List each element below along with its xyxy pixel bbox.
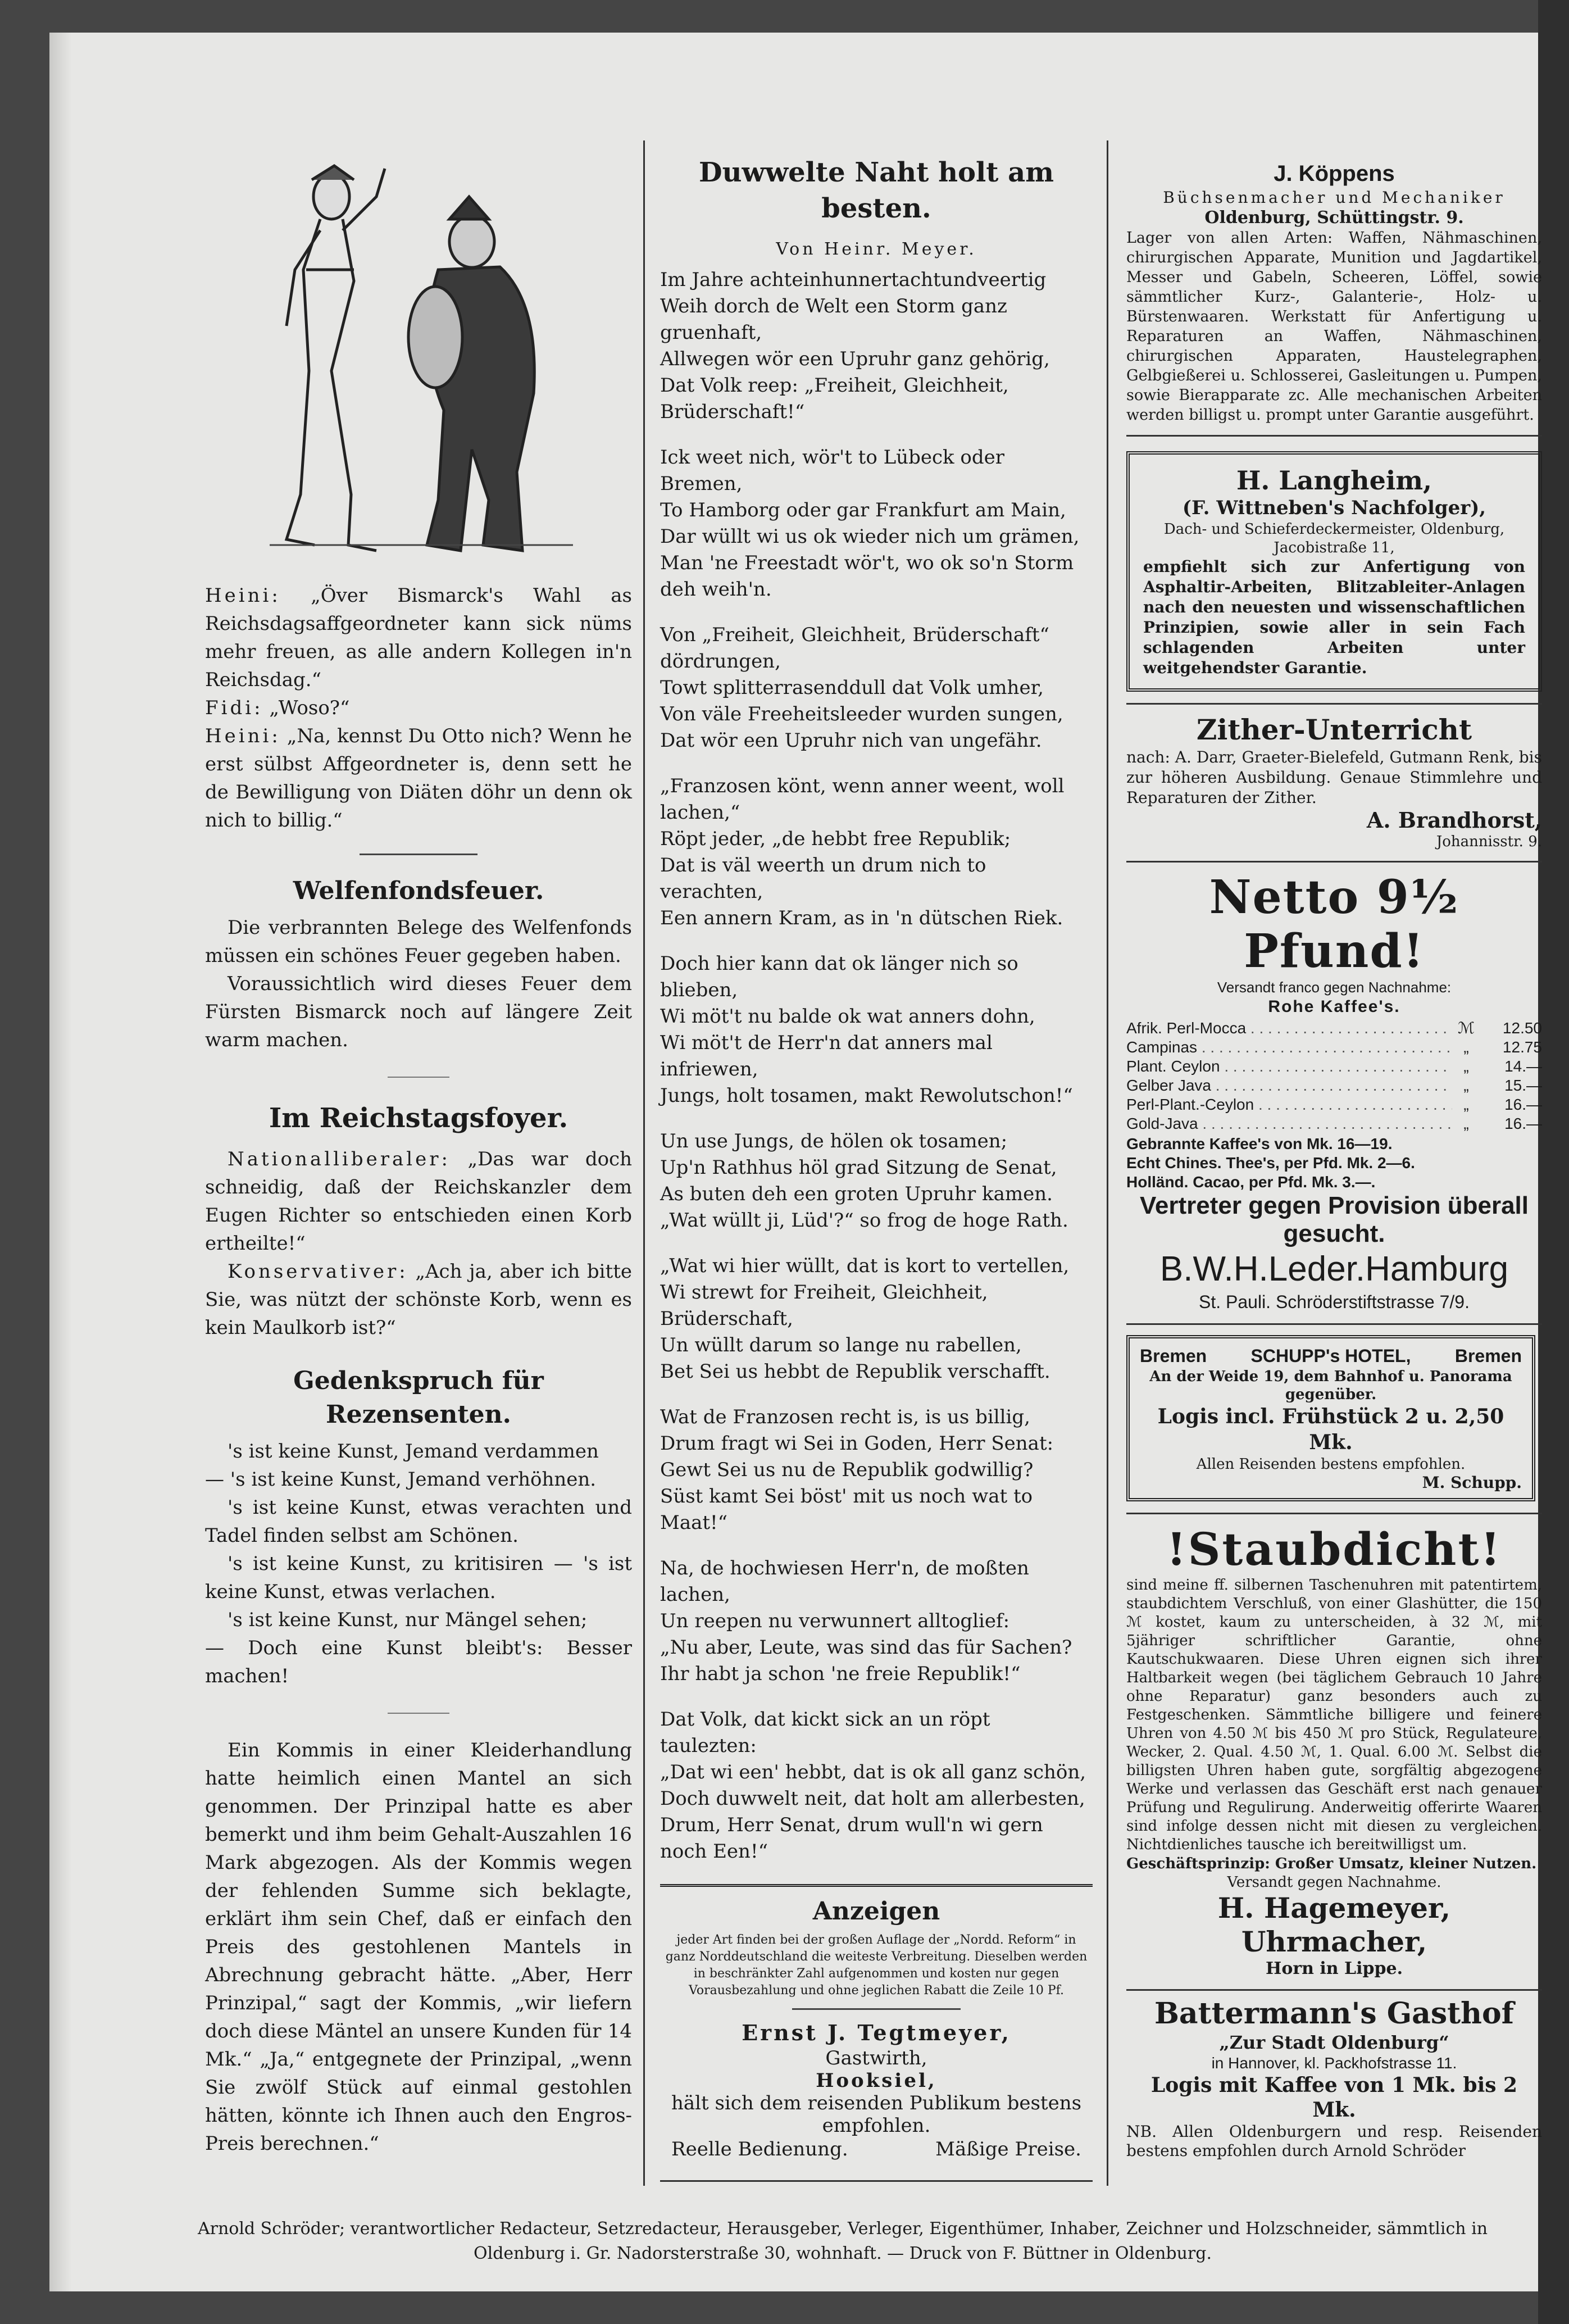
poem-line: To Hamborg oder gar Frankfurt am Main, — [660, 499, 1066, 521]
langheim-body: empfiehlt sich zur Anfertigung von Asphaltir-Arbeiten, Blitzableiter-Anlagen nach den neuesten und wissenschaftlichen Prinzipien, sowie aller in sein Fach schlagenden Arbeiten unter weitgehendster Garantie. — [1143, 557, 1525, 677]
price-list — [1126, 1018, 1542, 1134]
poem-line: Dat Volk reep: „Freiheit, Gleichheit, Brüderschaft!“ — [660, 374, 1009, 423]
price-item: Campinas . . . — [1126, 1038, 1452, 1057]
poem-line: Wi möt't nu balde ok wat anners dohn, — [660, 1005, 1035, 1028]
price-currency: „ — [1463, 1057, 1469, 1075]
poem-line: Jungs, holt tosamen, makt Rewolutschon!“ — [660, 1084, 1073, 1107]
schupp-address: An der Weide 19, dem Bahnhof u. Panorama gegenüber. — [1149, 1368, 1512, 1403]
price-item: Gelber Java . . . — [1126, 1076, 1452, 1095]
battermann-nb: NB. Allen Oldenburgern und resp. Reisenden bestens empfohlen durch Arnold Schröder — [1126, 2122, 1542, 2160]
kommis-anecdote: Ein Kommis in einer Kleiderhandlung hatte heimlich einen Mantel an sich genommen. Der Prinzipal hatte es aber bemerkt und ihm beim Gehalt-Auszahlen 16 Mark abgezogen. Als der Kommis wegen der fehlenden Summe sich beklagte, erklärt ihm sein Chef, daß er einfach den Preis des gestohlenen Mantels in Abrechnung gebracht hätte. „Aber, Herr Prinzipal,“ sagt der Kommis, „wir liefern doch diese Mäntel an unsere Kunden für 14 Mk.“ „Ja,“ entgegnete der Prinzipal, „wenn Sie zwölf Stück auf einmal gestohlen hätten, könnte ich Ihnen auch den Engros-Preis berechnen.“ — [205, 1739, 632, 2155]
poem-line: Im Jahre achteinhunnertachtundveertig — [660, 269, 1047, 291]
poem-line: Doch duwwelt neit, dat holt am allerbesten, — [660, 1787, 1085, 1810]
gedenk-line: 's ist keine Kunst, nur Mängel sehen; — [228, 1609, 588, 1631]
schupp-rec: Allen Reisenden bestens empfohlen. — [1196, 1456, 1466, 1473]
poem-line: Ihr habt ja schon 'ne freie Republik!“ — [660, 1663, 1021, 1685]
poem-stanza — [660, 1706, 1093, 1865]
poem-title: Duwwelte Naht holt am besten. — [698, 157, 1054, 224]
zither-address: Johannisstr. 9. — [1436, 833, 1542, 850]
netto-subtitle: Rohe Kaffee's. — [1268, 997, 1400, 1016]
anzeigen-box — [660, 1884, 1093, 2162]
dialog-line — [205, 722, 632, 834]
poem-stanza — [660, 1555, 1093, 1687]
poem-line: Drum fragt wi Sei in Goden, Herr Senat: — [660, 1432, 1054, 1455]
price-value: 12.50 — [1502, 1019, 1542, 1037]
poem-line: „Franzosen könt, wenn anner weent, woll lachen,“ — [660, 775, 1065, 824]
tegtmeyer-footer — [660, 2137, 1093, 2162]
poem-line: Dat is väl weerth un drum nich to verachten, — [660, 854, 986, 903]
ad-staubdicht — [1126, 1513, 1542, 1991]
price-row — [1126, 1114, 1542, 1133]
staub-body: sind meine ff. silbernen Taschenuhren mit patentirtem, staubdichtem Verschluß, von einer Glashütter, die 150 ℳ kostet, kaum zu unterscheiden, à 32 ℳ, mit 5jähriger schriftlicher Garantie, ohne Kautschukwaaren. Diese Uhren eignen sich ihrer Haltbarkeit wegen (bei täglichem Gebrauch 10 Jahre ohne Reparatur) ganz besonders auch zu Festgeschenken. Sämmtliche billigere und feinere Uhren von 4.50 ℳ bis 450 ℳ pro Stück, Regulateure, Wecker, 2. Qual. 4.50 ℳ, 1. Qual. 6.00 ℳ. Selbst die billigsten Uhren haben gute, sorgfältig abgezogene Werke und verlassen das Geschäft erst nach genauer Prüfung und Regulirung. Anderweitig offerirte Waaren sind infolge dessen nicht mit diesen zu vergleichen. Nichtdienliches tausche ich bereitwilligst um. — [1126, 1577, 1542, 1853]
poem-stanza — [660, 1253, 1093, 1385]
poem-line: Dar wüllt wi us ok wieder nich um grämen, — [660, 525, 1080, 548]
poem-line: Drum, Herr Senat, drum wull'n wi gern noch Een!“ — [660, 1814, 1043, 1863]
poem-line: Un use Jungs, de hölen ok tosamen; — [660, 1130, 1008, 1152]
poem-line: Un reepen nu verwunnert alltoglief: — [660, 1610, 1010, 1632]
poem-line: Wi möt't de Herr'n dat anners mal infriewen, — [660, 1032, 993, 1081]
zither-name: A. Brandhorst, — [1366, 807, 1542, 833]
ad-divider — [792, 2008, 961, 2010]
column-right — [1126, 152, 1550, 2160]
imprint-footer: Arnold Schröder; verantwortlicher Redacteur, Setzredacteur, Herausgeber, Verleger, Eigenthümer, Inhaber, Zeichner und Holzschneider, sämmtlich in Oldenburg i. Gr. Nadorsterstraße 30, wohnhaft. — Druck von F. Büttner in Oldenburg. — [197, 2219, 1488, 2263]
section-title-gedenk: Gedenkspruch für Rezensenten. — [293, 1367, 544, 1429]
langheim-address: Jacobistraße 11, — [1274, 539, 1395, 556]
poem-author: Von Heinr. Meyer. — [776, 239, 977, 259]
staub-name: H. Hagemeyer, Uhrmacher, — [1217, 1891, 1451, 1958]
poem-stanza — [660, 1404, 1093, 1536]
price-row — [1126, 1095, 1542, 1114]
poem-line: Gewt Sei us nu de Republik godwillig? — [660, 1459, 1034, 1481]
poem-line: Weih dorch de Welt een Storm ganz gruenhaft, — [660, 295, 1007, 344]
poem-stanza — [660, 1128, 1093, 1234]
koeppens-trade: Büchsenmacher und Mechaniker — [1163, 188, 1506, 207]
ad-koeppens — [1126, 152, 1542, 437]
langheim-succ: (F. Wittneben's Nachfolger), — [1182, 497, 1486, 519]
zither-title: Zither-Unterricht — [1196, 713, 1472, 746]
schupp-sig: M. Schupp. — [1422, 1473, 1522, 1492]
poem-line: Süst kamt Sei böst' mit us noch wat to Maat!“ — [660, 1485, 1033, 1534]
anzeigen-title: Anzeigen — [812, 1897, 940, 1926]
poem-line: Von väle Freeheitsleeder wurden sungen, — [660, 703, 1063, 725]
price-item: Gold-Java . . . — [1126, 1114, 1452, 1133]
poem-line: Man 'ne Freestadt wör't, wo ok so'n Storm deh weih'n. — [660, 552, 1074, 601]
figure-heini — [286, 166, 385, 551]
koeppens-name: J. Köppens — [1274, 161, 1395, 186]
poem-line: Bet Sei us hebbt de Republik verschafft. — [660, 1360, 1050, 1383]
dialog-text: „Das war doch schneidig, daß der Reichskanzler dem Eugen Richter so entschieden einen Korb ertheilte!“ — [205, 1148, 632, 1255]
column-rule-1 — [643, 140, 645, 2186]
netto-extra: Gebrannte Kaffee's von Mk. 16—19. — [1126, 1135, 1393, 1152]
speaker-name: Fidi: — [205, 697, 263, 719]
schupp-price: Logis incl. Frühstück 2 u. 2,50 Mk. — [1157, 1405, 1504, 1454]
ad-leder-kaffee — [1126, 863, 1542, 1325]
section-title-welfen: Welfenfondsfeuer. — [293, 877, 544, 905]
figure-fidi — [408, 197, 534, 551]
dialog-text: „Na, kennst Du Otto nich? Wenn he erst sülbst Affgeordneter is, denn sett he de Bewilligung von Diäten döhr un denn ok nich to billig.“ — [205, 725, 633, 832]
price-currency: „ — [1463, 1077, 1469, 1094]
dialog-text: „Ach ja, aber ich bitte Sie, was nützt der schönste Korb, wenn es kein Maulkorb ist?“ — [205, 1260, 632, 1339]
price-row — [1126, 1076, 1542, 1095]
ad-schupp — [1126, 1335, 1535, 1501]
dialog-text: „Över Bismarck's Wahl as Reichsdagsaffgeordneter kann sick nüms mehr freuen, as alle andern Kollegen in'n Reichsdag.“ — [205, 584, 632, 691]
welfen-paragraph: Voraussichtlich wird dieses Feuer dem Fürsten Bismarck noch auf längere Zeit warm machen. — [205, 973, 632, 1051]
speaker-name: Nationalliberaler: — [228, 1148, 451, 1170]
page-spine-shadow — [49, 33, 72, 2291]
ad-langheim — [1126, 451, 1542, 692]
section-divider — [388, 1713, 449, 1714]
welfen-paragraph: Die verbrannten Belege des Welfenfonds müssen ein schönes Feuer gegeben haben. — [205, 916, 632, 967]
column-rule-2 — [1107, 140, 1108, 2186]
staub-headline: !Staubdicht! — [1166, 1523, 1502, 1576]
section-divider — [388, 1077, 449, 1078]
netto-extra: Holländ. Cacao, per Pfd. Mk. 3.—. — [1126, 1173, 1376, 1191]
poem-line: Röpt jeder, „de hebbt free Republik; — [660, 828, 1011, 850]
price-row — [1126, 1038, 1542, 1057]
poem-stanza — [660, 622, 1093, 754]
poem-line: Dat wör een Upruhr nich van ungefähr. — [660, 729, 1042, 752]
koeppens-address: Oldenburg, Schüttingstr. 9. — [1204, 208, 1464, 228]
poem-stanza — [660, 951, 1093, 1109]
netto-extra: Echt Chines. Thee's, per Pfd. Mk. 2—6. — [1126, 1154, 1415, 1172]
anzeigen-text: jeder Art finden bei der großen Auflage der „Nordd. Reform“ in ganz Norddeutschland die weiteste Verbreitung. Dieselben werden in beschränkter Zahl aufgenommen und kosten nur gegen Vorausbezahlung und ohne jeglichen Rabatt die Zeile 10 Pf. — [665, 1933, 1088, 1998]
poem-line: Ick weet nich, wör't to Lübeck oder Bremen, — [660, 446, 1005, 495]
dialog-text: „Woso?“ — [269, 697, 350, 719]
price-item: Afrik. Perl-Mocca . . . — [1126, 1019, 1452, 1038]
tegtmeyer-line: hält sich dem reisenden Publikum bestens empfohlen. — [671, 2092, 1082, 2137]
zither-body: nach: A. Darr, Graeter-Bielefeld, Gutmann Renk, bis zur höheren Ausbildung. Genaue Stimmlehre und Reparaturen der Zither. — [1126, 748, 1542, 807]
battermann-sub: „Zur Stadt Oldenburg“ — [1219, 2032, 1449, 2053]
poem-line: As buten deh een groten Upruhr kamen. — [660, 1183, 1053, 1205]
poem-line: Allwegen wör een Upruhr ganz gehörig, — [660, 348, 1050, 370]
netto-sub: Versandt franco gegen Nachnahme: — [1217, 979, 1452, 996]
battermann-price: Logis mit Kaffee von 1 Mk. bis 2 Mk. — [1150, 2073, 1518, 2122]
tegtmeyer-right: Mäßige Preise. — [935, 2138, 1081, 2160]
schupp-header — [1140, 1344, 1522, 1368]
poem-line: Dat Volk, dat kickt sick an un röpt taulezten: — [660, 1708, 990, 1757]
poem-stanza — [660, 444, 1093, 603]
langheim-name: H. Langheim, — [1236, 465, 1432, 496]
gedenk-line: 's ist keine Kunst, Jemand verdammen — [228, 1440, 599, 1463]
price-currency: „ — [1463, 1115, 1469, 1132]
price-currency: „ — [1463, 1096, 1469, 1113]
poem-line: „Wat wüllt ji, Lüd'?“ so frog de hoge Rath. — [660, 1209, 1068, 1232]
schupp-city-left: Bremen — [1140, 1346, 1207, 1366]
price-currency: ℳ — [1458, 1019, 1475, 1037]
dialog-line — [205, 582, 632, 694]
gedenk-line: — 's ist keine Kunst, Jemand verhöhnen. — [205, 1468, 597, 1491]
price-currency: „ — [1463, 1038, 1469, 1056]
price-value: 16.— — [1504, 1115, 1542, 1132]
foyer-line — [205, 1145, 632, 1258]
dialog-block — [205, 582, 632, 834]
staub-principle: Geschäftsprinzip: Großer Umsatz, kleiner Nutzen. — [1126, 1855, 1537, 1872]
gedenk-line: 's ist keine Kunst, zu kritisiren — 's ist keine Kunst, etwas verlachen. — [205, 1553, 632, 1603]
staub-place: Horn in Lippe. — [1265, 1959, 1403, 1978]
poem-stanza — [660, 773, 1093, 932]
koeppens-body: Lager von allen Arten: Waffen, Nähmaschinen, chirurgischen Apparate, Munition und Jagdartikel, Messer und Gabeln, Scheeren, Löffel, sowie sämmtlicher Kurz-, Galanterie-, Holz- u. Bürstenwaaren. Werkstatt für Anfertigung u. Reparaturen an Waffen, Nähmaschinen, chirurgischen Apparaten, Haustelegraphen, Gelbgießerei u. Schlosserei, Gasleitungen u. Pumpen, sowie Bierapparate zc. Alle mechanischen Arbeiten werden billigst u. prompt unter Garantie ausgeführt. — [1126, 229, 1542, 424]
schupp-hotel: SCHUPP's HOTEL, — [1250, 1346, 1411, 1366]
speaker-name: Konservativer: — [228, 1260, 408, 1283]
speaker-name: Heini: — [205, 725, 281, 747]
ad-zither — [1126, 703, 1542, 863]
battermann-name: Battermann's Gasthof — [1154, 1996, 1515, 2031]
poem-body — [660, 267, 1093, 1865]
gedenk-line: — Doch eine Kunst bleibt's: Besser machen! — [205, 1637, 632, 1687]
foyer-line — [205, 1258, 632, 1342]
poem-line: Wi strewt for Freiheit, Gleichheit, Brüderschaft, — [660, 1281, 988, 1330]
poem-line: Towt splitterrasenddull dat Volk umher, — [660, 677, 1044, 699]
speaker-name: Heini: — [205, 584, 281, 607]
poem-line: „Dat wi een' hebbt, dat is ok all ganz schön, — [660, 1761, 1086, 1783]
price-row — [1126, 1057, 1542, 1076]
langheim-trade: Dach- und Schieferdeckermeister, Oldenburg, — [1163, 521, 1505, 538]
poem-line: Von „Freiheit, Gleichheit, Brüderschaft“ dördrungen, — [660, 624, 1049, 673]
column-middle — [660, 155, 1093, 2162]
poem-stanza — [660, 267, 1093, 425]
poem-line: Wat de Franzosen recht is, is us billig, — [660, 1406, 1030, 1428]
column-left — [205, 582, 632, 2158]
poem-line: Un wüllt darum so lange nu rabellen, — [660, 1334, 1022, 1356]
tegtmeyer-name: Ernst J. Tegtmeyer, — [742, 2020, 1011, 2045]
price-value: 16.— — [1504, 1096, 1542, 1113]
battermann-address: in Hannover, kl. Packhofstrasse 11. — [1211, 2054, 1457, 2072]
price-value: 14.— — [1504, 1057, 1542, 1075]
netto-address: St. Pauli. Schröderstiftstrasse 7/9. — [1199, 1292, 1470, 1312]
tegtmeyer-left: Reelle Bedienung. — [671, 2138, 848, 2160]
poem-line: Up'n Rathhus höl grad Sitzung de Senat, — [660, 1156, 1057, 1179]
gedenk-line: 's ist keine Kunst, etwas verachten und Tadel finden selbst am Schönen. — [205, 1496, 632, 1547]
price-value: 15.— — [1504, 1077, 1542, 1094]
netto-headline: Netto 9½ Pfund! — [1209, 870, 1459, 978]
staub-ship: Versandt gegen Nachnahme. — [1227, 1874, 1441, 1891]
price-value: 12.75 — [1502, 1038, 1542, 1056]
caricature-illustration — [236, 157, 595, 573]
price-item: Plant. Ceylon . . . — [1126, 1057, 1452, 1076]
tegtmeyer-place: Hooksiel, — [816, 2069, 937, 2092]
section-divider — [360, 854, 477, 855]
price-row — [1126, 1019, 1542, 1038]
ad-battermann — [1126, 1991, 1542, 2160]
poem-line: „Nu aber, Leute, was sind das für Sachen? — [660, 1636, 1072, 1659]
footer-rule — [660, 2180, 1093, 2182]
netto-vertreter: Vertreter gegen Provision überall gesucht. — [1139, 1192, 1529, 1247]
poem-line: „Wat wi hier wüllt, dat is kort to vertellen, — [660, 1255, 1070, 1277]
poem-line: Na, de hochwiesen Herr'n, de moßten lachen, — [660, 1557, 1029, 1606]
schupp-city-right: Bremen — [1454, 1346, 1522, 1366]
netto-firm: B.W.H.Leder.Hamburg — [1159, 1250, 1509, 1288]
poem-line: Doch hier kann dat ok länger nich so blieben, — [660, 952, 1018, 1001]
section-title-foyer: Im Reichstagsfoyer. — [269, 1102, 569, 1134]
price-item: Perl-Plant.-Ceylon . . . — [1126, 1095, 1452, 1114]
poem-line: Een annern Kram, as in 'n dütschen Riek. — [660, 907, 1063, 929]
dialog-line — [205, 694, 632, 722]
tegtmeyer-role: Gastwirth, — [825, 2047, 927, 2069]
